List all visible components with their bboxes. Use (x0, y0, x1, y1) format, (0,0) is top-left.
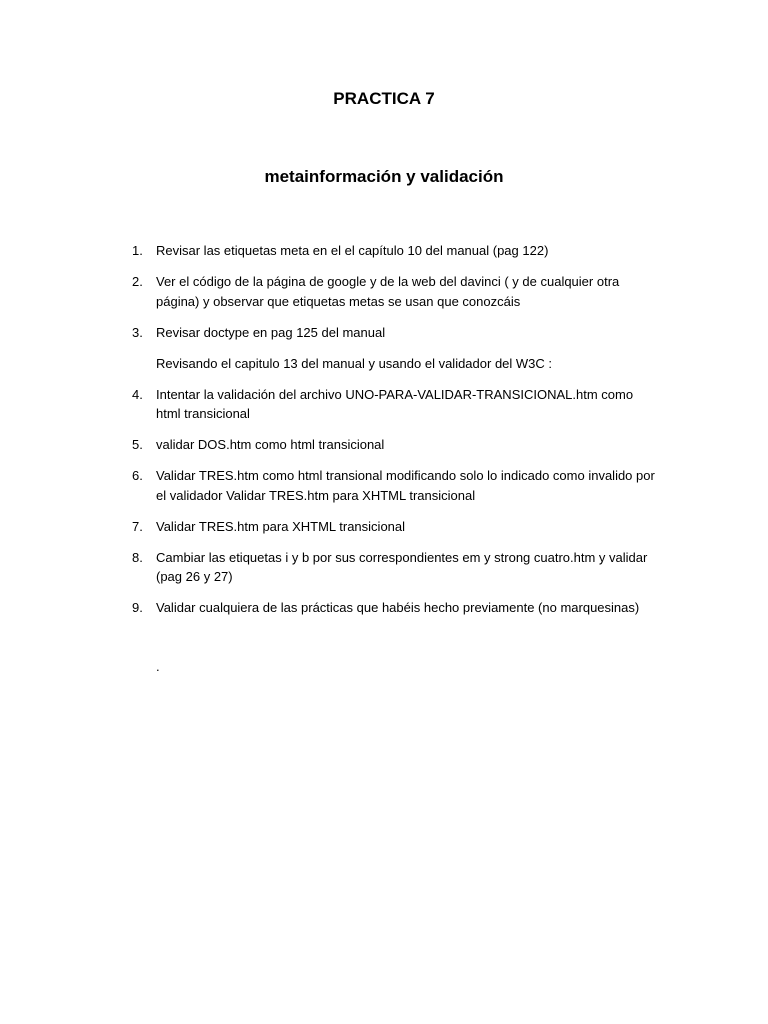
list-note (128, 354, 658, 374)
list-item-text: Revisar las etiquetas meta en el el capítulo 10 del manual (pag 122) (156, 243, 549, 258)
list-item-number: 5. (132, 437, 143, 452)
document-subtitle: metainformación y validación (264, 167, 504, 186)
list-item-text: Intentar la validación del archivo UNO-PARA-VALIDAR-TRANSICIONAL.htm como html transicional (156, 386, 634, 421)
list-item (128, 272, 658, 311)
list-item (128, 598, 658, 618)
list-item-number: 7. (132, 518, 143, 534)
list-item-text: Ver el código de la página de google y de la web del davinci ( y de cualquier otra página) y observar que etiquetas metas se usan que conozcáis (156, 274, 620, 309)
list-item (128, 241, 658, 261)
list-item (128, 385, 658, 424)
list-item-text: Revisando el capitulo 13 del manual y usando el validador del W3C : (156, 355, 553, 371)
document-title: PRACTICA 7 (333, 89, 435, 108)
trailing-text: . (156, 659, 160, 674)
list-item-number: 4. (132, 386, 143, 402)
list-item-text: Cambiar las etiquetas i y b por sus correspondientes em y strong cuatro.htm y validar (pag 26 y 27) (156, 549, 648, 584)
list-item (128, 548, 658, 587)
list-item (128, 466, 658, 505)
instruction-list (128, 241, 658, 629)
list-item-text: validar DOS.htm como html transicional (156, 437, 385, 452)
list-item-number: 6. (132, 468, 143, 483)
list-item-text: Revisar doctype en pag 125 del manual (156, 324, 386, 340)
list-item-number: 8. (132, 549, 143, 565)
list-item (128, 323, 658, 343)
list-item (128, 435, 658, 455)
list-item-text: Validar TRES.htm para XHTML transicional (156, 518, 406, 534)
list-item-text: Validar TRES.htm como html transional modificando solo lo indicado como invalido por el validador Validar TRES.htm para XHTML transicional (156, 468, 655, 503)
list-item (128, 517, 658, 537)
list-item-number: 1. (132, 243, 143, 258)
list-item-text: Validar cualquiera de las prácticas que habéis hecho previamente (no marquesinas) (156, 600, 640, 615)
list-item-number: 3. (132, 324, 143, 340)
list-item-number: 2. (132, 274, 143, 289)
list-item-number: 9. (132, 600, 143, 615)
